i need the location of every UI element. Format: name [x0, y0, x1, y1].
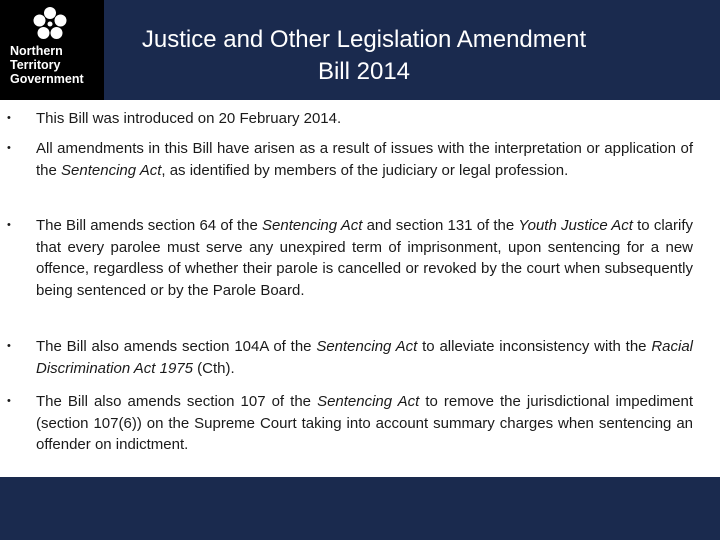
bullet-text-segment: and section 131 of the [362, 217, 519, 234]
act-name-italic: Sentencing Act [316, 338, 418, 355]
bullet-text-segment: The Bill also amends section 107 of the [36, 393, 318, 410]
bullet-dot: • [7, 340, 11, 352]
bullet-text [36, 138, 693, 181]
slide-header [0, 0, 720, 100]
bullet-text-segment: , as identified by members of the judiciary or legal profession. [161, 161, 569, 179]
bullet-text [36, 336, 693, 379]
slide-footer-band [0, 477, 720, 540]
bullet-dot: • [7, 395, 11, 407]
bullet-text-segment: to remove the jurisdictional impediment (section 107(6)) on the Supreme Court taking into account summary charges when sentencing an offender on indictment. [36, 393, 693, 453]
nt-government-logo [0, 0, 104, 100]
logo-line-1: Northern [10, 44, 63, 58]
act-name-italic: Sentencing Act [317, 393, 420, 410]
bullet-text-segment: The Bill amends section 64 of the [36, 217, 263, 234]
bullet-text [36, 108, 693, 130]
act-name-italic: Sentencing Act [61, 161, 162, 179]
bullet-text [36, 391, 693, 456]
bullet-text-segment: This Bill was introduced on 20 February 2014. [36, 110, 342, 127]
bullet-text [36, 215, 693, 301]
logo-line-3: Government [10, 72, 84, 86]
nt-floral-emblem-icon [32, 6, 68, 42]
logo-wordmark [10, 44, 100, 86]
logo-line-2: Territory [10, 58, 61, 72]
bullet-dot: • [7, 142, 11, 154]
bullet-text-segment: All amendments in this Bill have arisen as a result of issues with the interpretation or application of the [36, 140, 693, 179]
slide-body [0, 104, 720, 474]
bullet-text-segment: The Bill also amends section 104A of the [36, 338, 317, 355]
act-name-italic: Racial Discrimination Act 1975 [36, 338, 694, 377]
slide-title [104, 24, 624, 88]
bullet-dot: • [7, 112, 11, 124]
bullet-text-segment: to clarify that every parolee must serve any unexpired term of imprisonment, upon sentencing for a new offence, regardless of whether their parole is cancelled or revoked by the court when subsequently being sentenced or by the Parole Board. [36, 217, 693, 299]
act-name-italic: Youth Justice Act [518, 217, 633, 234]
act-name-italic: Sentencing Act [262, 217, 363, 234]
slide-title-line-1: Justice and Other Legislation Amendment [141, 26, 587, 53]
bullet-text-segment: to alleviate inconsistency with the [417, 338, 652, 355]
bullet-text-segment: (Cth). [193, 359, 235, 377]
bullet-dot: • [7, 219, 11, 231]
slide-title-line-2: Bill 2014 [317, 58, 411, 85]
